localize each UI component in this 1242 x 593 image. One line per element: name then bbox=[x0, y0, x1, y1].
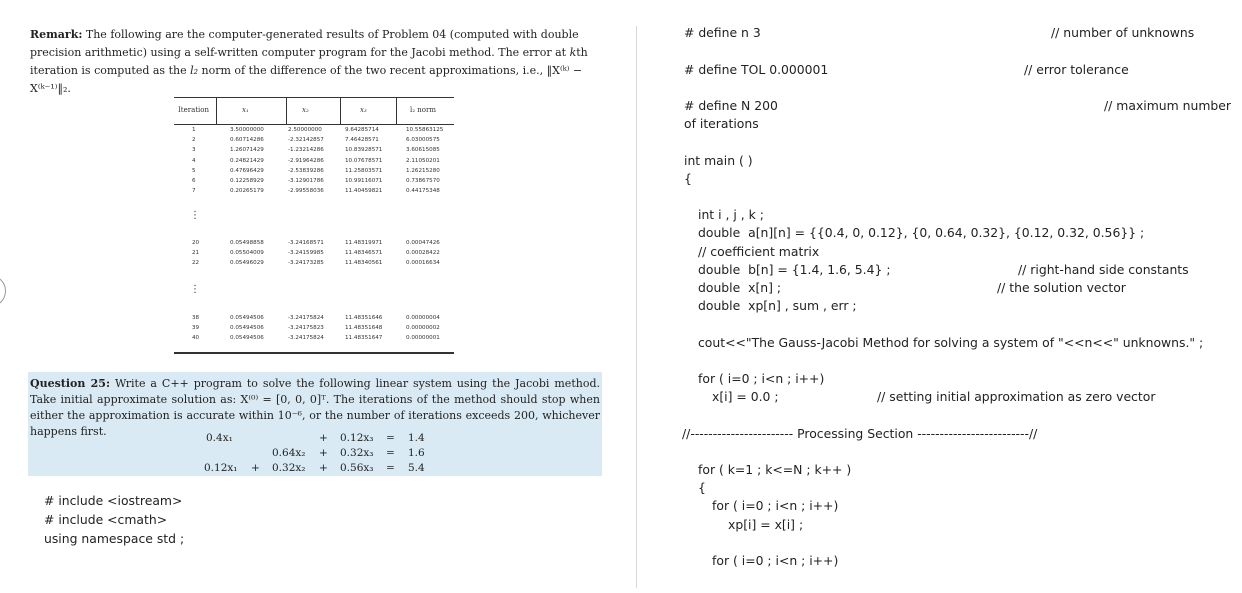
table-cell: -3.24168571 bbox=[288, 240, 324, 246]
table-cell: 1 bbox=[192, 127, 196, 133]
for-k-loop: for ( k=1 ; k<=N ; k++ ) bbox=[698, 462, 852, 477]
table-cell: 0.05496029 bbox=[230, 260, 264, 267]
table-cell: 0.00000002 bbox=[406, 325, 440, 332]
header-x2: x₂ bbox=[302, 106, 309, 114]
define-tol-comment: // error tolerance bbox=[1024, 62, 1129, 77]
table-cell: 10.55863125 bbox=[406, 127, 444, 133]
table-cell: -2.91964286 bbox=[288, 157, 324, 164]
define-N-comment: // maximum number bbox=[1104, 98, 1232, 113]
question-label: Question 25: bbox=[30, 377, 111, 390]
table-cell: 21 bbox=[192, 250, 200, 257]
table-cell: 11.40459821 bbox=[345, 188, 383, 195]
table-bottom-rule bbox=[174, 352, 454, 354]
remark-k: k bbox=[569, 46, 577, 59]
table-cell: 10.07678571 bbox=[345, 157, 383, 164]
header-x3: x₃ bbox=[360, 106, 367, 114]
main-brace-open: { bbox=[684, 171, 692, 186]
table-cell: 10.99116071 bbox=[345, 178, 383, 184]
remark-label: Remark: bbox=[30, 28, 83, 41]
remark-text-3: norm of the difference of the two recent approximations, i.e., ‖X⁽ᵏ⁾ − X⁽ᵏ⁻¹⁾‖₂. bbox=[30, 64, 583, 95]
table-cell: 0.05494506 bbox=[230, 335, 264, 342]
table-header bbox=[174, 97, 454, 125]
table-cell: 11.48340561 bbox=[345, 260, 383, 267]
copy-xp: xp[i] = x[i] ; bbox=[728, 517, 804, 532]
table-cell: 20 bbox=[192, 240, 200, 246]
table-cell: 3.50000000 bbox=[230, 127, 264, 133]
decl-x: double x[n] ; bbox=[698, 280, 782, 295]
include-iostream: # include <iostream> bbox=[44, 493, 183, 508]
table-cell: 2 bbox=[192, 137, 196, 144]
table-cell: 0.05494506 bbox=[230, 325, 264, 332]
question-text bbox=[30, 376, 600, 440]
remark-l2: l₂ bbox=[190, 64, 199, 77]
table-cell: -2.99558036 bbox=[288, 188, 324, 195]
define-tol: # define TOL 0.000001 bbox=[684, 62, 829, 77]
table-cell: 0.73867570 bbox=[406, 178, 440, 184]
table-cell: -1.23214286 bbox=[288, 147, 324, 154]
table-cell: -3.24175824 bbox=[288, 335, 324, 342]
question-body: Write a C++ program to solve the following linear system using the Jacobi method. Take initial approximate solution as: X⁽⁰⁾ = [0, 0, 0]ᵀ. The iterations of the method should stop when either the approximation is accurate within 10⁻⁶, or the number of iterations exceeds 200, whichever happens first. bbox=[30, 377, 600, 438]
table-cell: 0.00016634 bbox=[406, 260, 440, 267]
table-cell: 0.05498858 bbox=[230, 240, 264, 246]
eq3-plus1: + bbox=[251, 462, 260, 474]
decl-b-comment: // right-hand side constants bbox=[1018, 262, 1189, 277]
table-cell: 11.48351646 bbox=[345, 315, 383, 321]
table-cell: 11.25803571 bbox=[345, 167, 383, 174]
table-cell: 2.50000000 bbox=[288, 127, 322, 133]
results-table bbox=[174, 97, 454, 125]
eq3-term1: 0.12x₁ bbox=[204, 462, 238, 474]
eq3-rhs: 5.4 bbox=[408, 462, 425, 474]
eq1-rhs: 1.4 bbox=[408, 432, 425, 444]
eq1-equals: = bbox=[386, 432, 395, 444]
ellipsis-2: ⋮ bbox=[190, 284, 200, 295]
using-namespace: using namespace std ; bbox=[44, 531, 185, 546]
table-cell: -3.24175824 bbox=[288, 315, 324, 321]
eq3-term3: 0.56x₃ bbox=[340, 462, 374, 474]
coef-comment: // coefficient matrix bbox=[698, 244, 820, 259]
define-n-comment: // number of unknowns bbox=[1051, 25, 1195, 40]
table-cell: 0.44175348 bbox=[406, 188, 440, 195]
table-cell: -3.24159985 bbox=[288, 250, 324, 257]
remark-text-1: The following are the computer-generated results of Problem 04 (computed with double precision arithmetic) using a self-written computer program for the Jacobi method. The error at bbox=[30, 28, 579, 59]
table-cell: 7 bbox=[192, 188, 196, 195]
table-cell: 0.00000004 bbox=[406, 315, 440, 321]
table-cell: 0.00028422 bbox=[406, 250, 440, 257]
column-divider bbox=[636, 26, 637, 588]
table-cell: -3.24175823 bbox=[288, 325, 324, 332]
table-cell: 4 bbox=[192, 157, 196, 164]
table-cell: 5 bbox=[192, 167, 196, 174]
table-cell: 0.05494506 bbox=[230, 315, 264, 321]
table-cell: 1.26071429 bbox=[230, 147, 264, 154]
table-cell: 6 bbox=[192, 178, 196, 184]
cout-line: cout<<"The Gauss-Jacobi Method for solving a system of "<<n<<" unknowns." ; bbox=[698, 335, 1204, 350]
table-cell: 0.00000001 bbox=[406, 335, 440, 342]
for-copy-loop: for ( i=0 ; i<n ; i++) bbox=[712, 498, 839, 513]
table-cell: 6.03000575 bbox=[406, 137, 440, 144]
table-cell: 2.11050201 bbox=[406, 157, 440, 164]
table-cell: 0.47696429 bbox=[230, 167, 264, 174]
header-l2norm: l₂ norm bbox=[410, 106, 436, 114]
table-cell: 9.64285714 bbox=[345, 127, 379, 133]
table-cell: 0.00047426 bbox=[406, 240, 440, 246]
init-x: x[i] = 0.0 ; bbox=[712, 389, 779, 404]
init-comment: // setting initial approximation as zero vector bbox=[877, 389, 1156, 404]
decl-ijk: int i , j , k ; bbox=[698, 207, 764, 222]
eq2-equals: = bbox=[386, 447, 395, 459]
eq2-term3: 0.32x₃ bbox=[340, 447, 374, 459]
eq3-term2: 0.32x₂ bbox=[272, 462, 306, 474]
for-compute-loop: for ( i=0 ; i<n ; i++) bbox=[712, 553, 839, 568]
define-N-comment-cont: of iterations bbox=[684, 116, 759, 131]
table-cell: 7.46428571 bbox=[345, 137, 379, 144]
eq1-term1: 0.4x₁ bbox=[206, 432, 233, 444]
table-cell: 11.48346571 bbox=[345, 250, 383, 257]
eq2-rhs: 1.6 bbox=[408, 447, 425, 459]
table-cell: -2.32142857 bbox=[288, 137, 324, 144]
define-n: # define n 3 bbox=[684, 25, 761, 40]
table-cell: 0.60714286 bbox=[230, 137, 264, 144]
header-iteration: Iteration bbox=[178, 106, 210, 114]
table-cell: 0.05504009 bbox=[230, 250, 264, 257]
remark-text-2: th iteration is computed as the bbox=[30, 46, 588, 77]
table-cell: 22 bbox=[192, 260, 200, 267]
table-cell: -3.12901786 bbox=[288, 178, 324, 184]
table-cell: 39 bbox=[192, 325, 200, 332]
table-cell: 1.26215280 bbox=[406, 167, 440, 174]
for-init-loop: for ( i=0 ; i<n ; i++) bbox=[698, 371, 825, 386]
decl-b: double b[n] = {1.4, 1.6, 5.4} ; bbox=[698, 262, 891, 277]
table-cell: 40 bbox=[192, 335, 200, 342]
table-cell: 0.20265179 bbox=[230, 188, 264, 195]
table-cell: 3.60615085 bbox=[406, 147, 440, 154]
table-cell: -3.24173285 bbox=[288, 260, 324, 267]
eq3-equals: = bbox=[386, 462, 395, 474]
decl-xp: double xp[n] , sum , err ; bbox=[698, 298, 857, 313]
eq2-plus: + bbox=[319, 447, 328, 459]
for-k-brace-open: { bbox=[698, 480, 706, 495]
ellipsis-1: ⋮ bbox=[190, 210, 200, 221]
table-cell: 11.48351647 bbox=[345, 335, 383, 342]
scroll-edge-arc bbox=[0, 275, 6, 307]
include-cmath: # include <cmath> bbox=[44, 512, 168, 527]
remark-paragraph bbox=[30, 26, 602, 98]
table-cell: 11.48351648 bbox=[345, 325, 383, 332]
table-cell: 3 bbox=[192, 147, 196, 154]
eq1-plus: + bbox=[319, 432, 328, 444]
table-cell: 11.48319971 bbox=[345, 240, 383, 246]
header-x1: x₁ bbox=[242, 106, 249, 114]
table-cell: 0.24821429 bbox=[230, 157, 264, 164]
decl-a: double a[n][n] = {{0.4, 0, 0.12}, {0, 0.64, 0.32}, {0.12, 0.32, 0.56}} ; bbox=[698, 225, 1145, 240]
main-signature: int main ( ) bbox=[684, 153, 753, 168]
eq2-term2: 0.64x₂ bbox=[272, 447, 306, 459]
eq1-term3: 0.12x₃ bbox=[340, 432, 374, 444]
table-cell: 0.12258929 bbox=[230, 178, 264, 184]
table-cell: 10.83928571 bbox=[345, 147, 383, 154]
table-cell: -2.53839286 bbox=[288, 167, 324, 174]
decl-x-comment: // the solution vector bbox=[997, 280, 1126, 295]
table-cell: 38 bbox=[192, 315, 200, 321]
define-N: # define N 200 bbox=[684, 98, 778, 113]
eq3-plus2: + bbox=[319, 462, 328, 474]
processing-section: //----------------------- Processing Section -------------------------// bbox=[682, 426, 1038, 441]
